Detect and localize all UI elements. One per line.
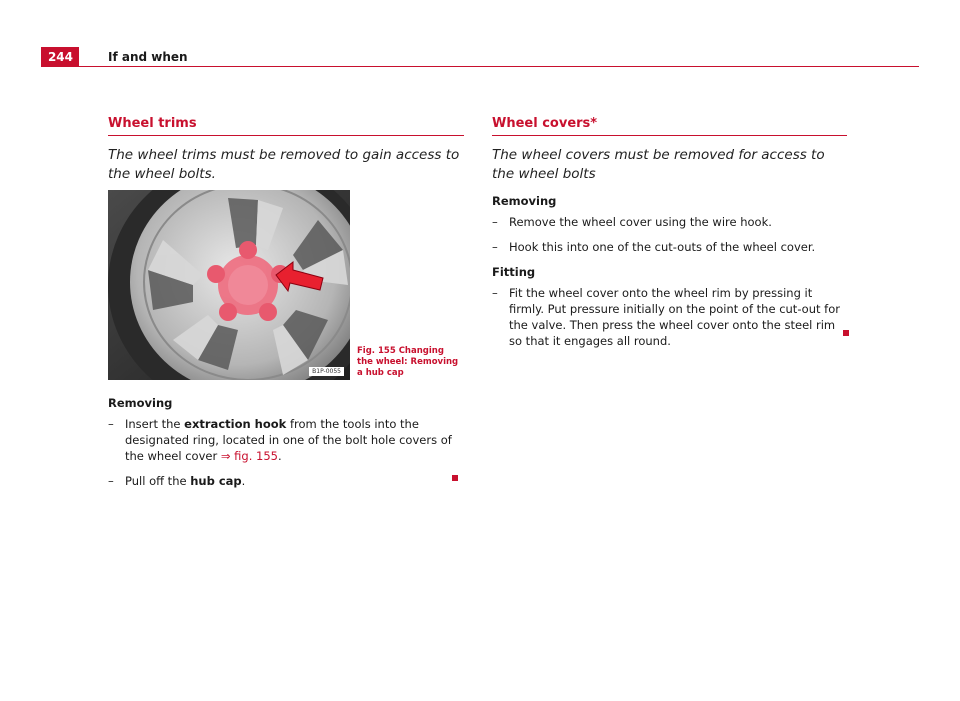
page-number: 244 [41,47,79,67]
section-lead-wheel-trims: The wheel trims must be removed to gain access to the wheel bolts. [108,147,460,182]
wheel-illustration [108,190,350,380]
section-end-mark-right [843,330,849,336]
section-title-wheel-trims: Wheel trims [108,116,464,136]
section-end-mark [452,475,458,481]
header-rule [41,66,919,67]
chapter-title: If and when [108,50,188,64]
list-item-remove-cover: – Remove the wheel cover using the wire hook. [492,215,772,229]
left-removing [108,396,464,489]
list-item-pull-hub-cap: – Pull off the hub cap. [108,474,246,488]
figure-code: B1P-0055 [309,367,344,376]
right-column [492,116,847,349]
figure-caption: Fig. 155 Changing the wheel: Removing a hub cap [357,346,459,378]
figure-hub-cap [108,190,350,380]
fitting-heading: Fitting [492,265,536,279]
figure-reference-link[interactable]: ⇒ fig. 155 [220,449,278,463]
list-item-hook-cutout: – Hook this into one of the cut-outs of the wheel cover. [492,240,816,254]
list-item-fit-cover: – Fit the wheel cover onto the wheel rim by pressing it firmly. Put pressure initially on the point of the cut-out for the valve. Then press the wheel cover onto the steel rim so that it engages all round. [492,286,840,348]
left-column [108,116,464,184]
section-lead-wheel-covers: The wheel covers must be removed for access to the wheel bolts [492,147,825,182]
removing-heading-left: Removing [108,396,173,410]
section-title-wheel-covers: Wheel covers* [492,116,847,136]
list-item-insert-hook: – Insert the extraction hook from the tools into the designated ring, located in one of the bolt hole covers of the wheel cover ⇒ fig. 155. [108,417,452,463]
removing-heading-right: Removing [492,194,557,208]
